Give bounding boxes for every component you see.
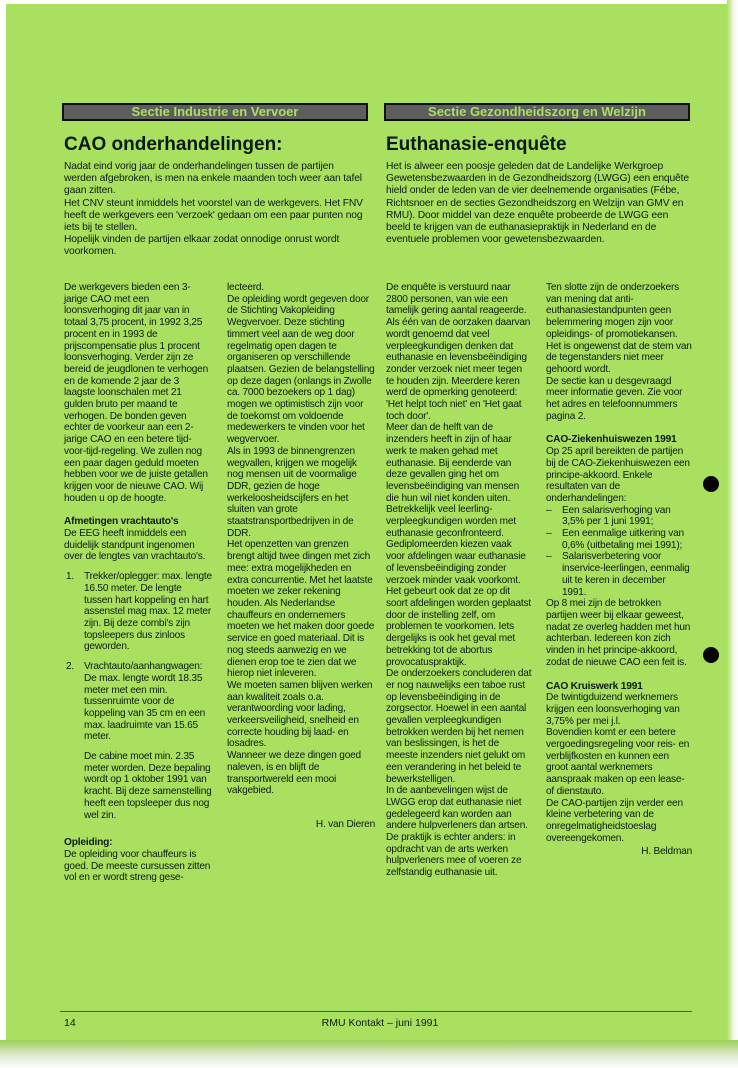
page-number: 14	[64, 1017, 76, 1029]
subheading-afmetingen: Afmetingen vrachtauto's	[64, 516, 179, 528]
article-title-cao: CAO onderhandelingen:	[64, 134, 283, 155]
section-banner-gezondheidszorg: Sectie Gezondheidszorg en Welzijn	[384, 103, 690, 121]
list-number: 1.	[66, 571, 75, 583]
punch-hole	[703, 647, 719, 663]
list-item	[546, 505, 692, 528]
punch-hole	[703, 476, 719, 492]
footer-publication: RMU Kontakt – juni 1991	[321, 1017, 439, 1029]
signature-van-dieren: H. van Dieren	[315, 818, 375, 830]
intro-cao: Nadat eind vorig jaar de onderhandelingen tussen de partijen werden afgebroken, is men na enkele maanden toch weer aan tafel gaan zitten. Het CNV steunt inmiddels het voorstel van de werkgevers. Het FNV heeft de werkgevers een 'verzoek' gedaan om een paar punten nog iets bij te stellen. Hopelijk vinden de partijen elkaar zodat onnodige onrust wordt voorkomen.	[64, 161, 363, 258]
paragraph: De twintigduizend werknemers krijgen een loonsverhoging van 3,75% per mei j.l. Bovendien komt er een betere vergoedingsregeling voor reis- en verblijfkosten en kunnen een groot aantal werknemers aanspraak maken op een lease- of dienstauto. De CAO-partijen zijn verder een kleine verbetering van de onregelmatigheidstoeslag overeengekomen.	[546, 692, 690, 844]
list-number: 2.	[66, 661, 75, 673]
bullet-list	[546, 505, 692, 599]
list-item	[64, 571, 212, 653]
list-item	[546, 528, 692, 551]
section-banner-industrie: Sectie Industrie en Vervoer	[62, 103, 368, 121]
numbered-list	[64, 571, 212, 821]
signature-beldman: H. Beldman	[641, 846, 692, 858]
list-item-text: Vrachtauto/aanhangwagen: De max. lengte wordt 18.35 meter met een min. tussenruimte voor de koppeling van 35 cm en een max. laadruimte van 15.65 meter.	[84, 661, 206, 743]
list-item-text: Salarisverbetering voor inservice-leerlingen, eenmalig uit te keren in december 1991.	[562, 551, 690, 598]
list-item-continuation: De cabine moet min. 2.35 meter worden. Deze bepaling wordt op 1 oktober 1991 van kracht. Bij deze samenstelling heeft een topsleeper dus nog wel zin.	[84, 751, 212, 821]
column-3	[386, 282, 532, 879]
list-item-text: Een salarisverhoging van 3,5% per 1 juni 1991;	[562, 504, 671, 528]
paragraph: Op 8 mei zijn de betrokken partijen weer bij elkaar geweest, nadat ze overleg hadden met hun achterban. Iedereen kon zich vinden in het principe-akkoord, zodat de nieuwe CAO een feit is.	[546, 598, 691, 668]
article-title-euthanasie: Euthanasie-enquête	[386, 134, 567, 155]
column-2	[227, 282, 375, 831]
intro-euthanasie: Het is alweer een poosje geleden dat de Landelijke Werkgroep Gewetensbezwaarden in de Gezondheidszorg (LWGG) een enquête hield onder de leden van de vier deelnemende organisaties (Fébe, Richtsnoer en de secties Gezondheidszorg en Welzijn van GMV en RMU). Door middel van deze enquête probeerde de LWGG een beeld te krijgen van de euthanasiepraktijk in Nederland en de eventuele problemen voor gewetensbezwaarden.	[386, 161, 689, 246]
subheading-ziekenhuiswezen: CAO-Ziekenhuiswezen 1991	[546, 434, 677, 446]
paragraph: De EEG heeft inmiddels een duidelijk standpunt ingenomen over de lengtes van vrachtauto's.	[64, 528, 206, 563]
list-item	[64, 661, 212, 821]
scan-shadow	[0, 1040, 738, 1068]
page-edge	[727, 0, 738, 1040]
paragraph: lecteerd. De opleiding wordt gegeven door de Stichting Vakopleiding Wegvervoer. Deze stichting timmert veel aan de weg door regelmatig open dagen te organiseren op verschillende plaatsen. Gezien de belangstelling op deze dagen (onlangs in Zwolle ca. 7000 bezoekers op 1 dag) mogen we optimistisch zijn voor de toekomst om voldoende medewerkers te vinden voor het wegvervoer. Als in 1993 de binnengrenzen wegvallen, krijgen we mogelijk nog mensen uit de voormalige DDR, gezien de hoge werkeloosheidscijfers en het sluiten van grote staatstransportbedrijven in de DDR. Het openzetten van grenzen brengt altijd twee dingen met zich mee: extra mogelijkheden en extra concurrentie. Met het laatste moeten we zeker rekening houden. Als Nederlandse chauffeurs en ondernemers moeten we het maken door goede service en goed materiaal. Dit is nog steeds aanwezig en we dienen erop toe te zien dat we hierop niet inleveren. We moeten samen blijven werken aan kwaliteit zoals o.a. verantwoording voor lading, verkeersveiligheid, snelheid en correcte houding bij laad- en losadres. Wanneer we deze dingen goed naleven, is en blijft de transportwereld een mooi vakgebied.	[227, 282, 375, 797]
bullet-dash: –	[546, 551, 552, 563]
paragraph: De opleiding voor chauffeurs is goed. De meeste cursussen zitten vol en er wordt streng gese-	[64, 848, 211, 884]
column-4	[546, 282, 692, 858]
bullet-dash: –	[546, 528, 552, 540]
subheading-kruiswerk: CAO Kruiswerk 1991	[546, 680, 643, 692]
column-1	[64, 282, 212, 884]
list-item-text: Een eenmalige uitkering van 0,6% (uitbetaling mei 1991);	[562, 528, 684, 551]
paragraph: Op 25 april bereikten de partijen bij de CAO-Ziekenhuiswezen een principe-akkoord. Enkele resultaten van de onderhandelingen:	[546, 446, 690, 504]
list-item	[546, 551, 692, 598]
paragraph: De werkgevers bieden een 3-jarige CAO met een loonsverhoging dit jaar van in totaal 3,75 procent, in 1992 3,25 procent en in 1993 de prijscompensatie plus 1 procent loonsverhoging. Verder zijn ze bereid de jeugdlonen te verhogen en de komende 2 jaar de 3 laagste loonschalen met 21 gulden bruto per maand te verhogen. De bonden geven echter de voorkeur aan een 2-jarige CAO en een betere tijd-voor-tijd-regeling. We zullen nog een paar dagen geduld moeten hebben voor we de juiste getallen krijgen voor de nieuwe CAO. Wij houden u op de hoogte.	[64, 282, 209, 504]
footer-divider	[60, 1011, 692, 1012]
paragraph: Ten slotte zijn de onderzoekers van mening dat anti-euthanasiestandpunten geen belemmering mogen zijn voor opleidings- of promotiekansen. Het is ongewenst dat de stem van de tegenstanders niet meer gehoord wordt. De sectie kan u desgevraagd meer informatie geven. Zie voor het adres en telefoonnummers pagina 2.	[546, 282, 692, 422]
list-item-text: Trekker/oplegger: max. lengte 16.50 meter. De lengte tussen hart koppeling en hart assenstel mag max. 12 meter zijn. Bij deze combi's zijn topsleepers dus zinloos geworden.	[84, 571, 212, 653]
bullet-dash: –	[546, 504, 552, 516]
subheading-opleiding: Opleiding:	[64, 837, 113, 849]
paragraph: De enquête is verstuurd naar 2800 personen, van wie een tamelijk gering aantal reageerde. Als één van de oorzaken daarvan wordt genoemd dat veel verpleegkundigen denken dat euthanasie en levensbeëindiging zonder verzoek niet meer tegen te houden zijn. Meerdere keren werd de opmerking genoteerd: 'Het helpt toch niet' en 'Het gaat toch door'. Meer dan de helft van de inzenders heeft in zijn of haar werk te maken gehad met euthanasie. Bij eenderde van deze gevallen ging het om levensbeëindiging van mensen die hun wil niet konden uiten. Betrekkelijk veel leerling-verpleegkundigen worden met euthanasie geconfronteerd. Gediplomeerden kiezen vaak voor afdelingen waar euthanasie of levensbeëindiging zonder verzoek minder vaak voorkomt. Het gebeurt ook dat ze op dit soort afdelingen worden geplaatst door de instelling zelf, om problemen te voorkomen. Iets dergelijks is ook het geval met betrekking tot de abortus provocatuspraktijk. De onderzoekers concluderen dat er nog nauwelijks een taboe rust op levensbeëindiging in de zorgsector. Hoewel in een aantal gevallen verpleegkundigen betrokken werden bij het nemen van beslissingen, is het de meeste inzenders niet gelukt om een verandering in het beleid te bewerkstelligen. In de aanbevelingen wijst de LWGG erop dat euthanasie niet gedelegeerd kan worden aan andere hulpverleners dan artsen. De praktijk is echter anders: in opdracht van de arts werken hulpverleners mee of voeren ze zelfstandig euthanasie uit.	[386, 282, 532, 879]
